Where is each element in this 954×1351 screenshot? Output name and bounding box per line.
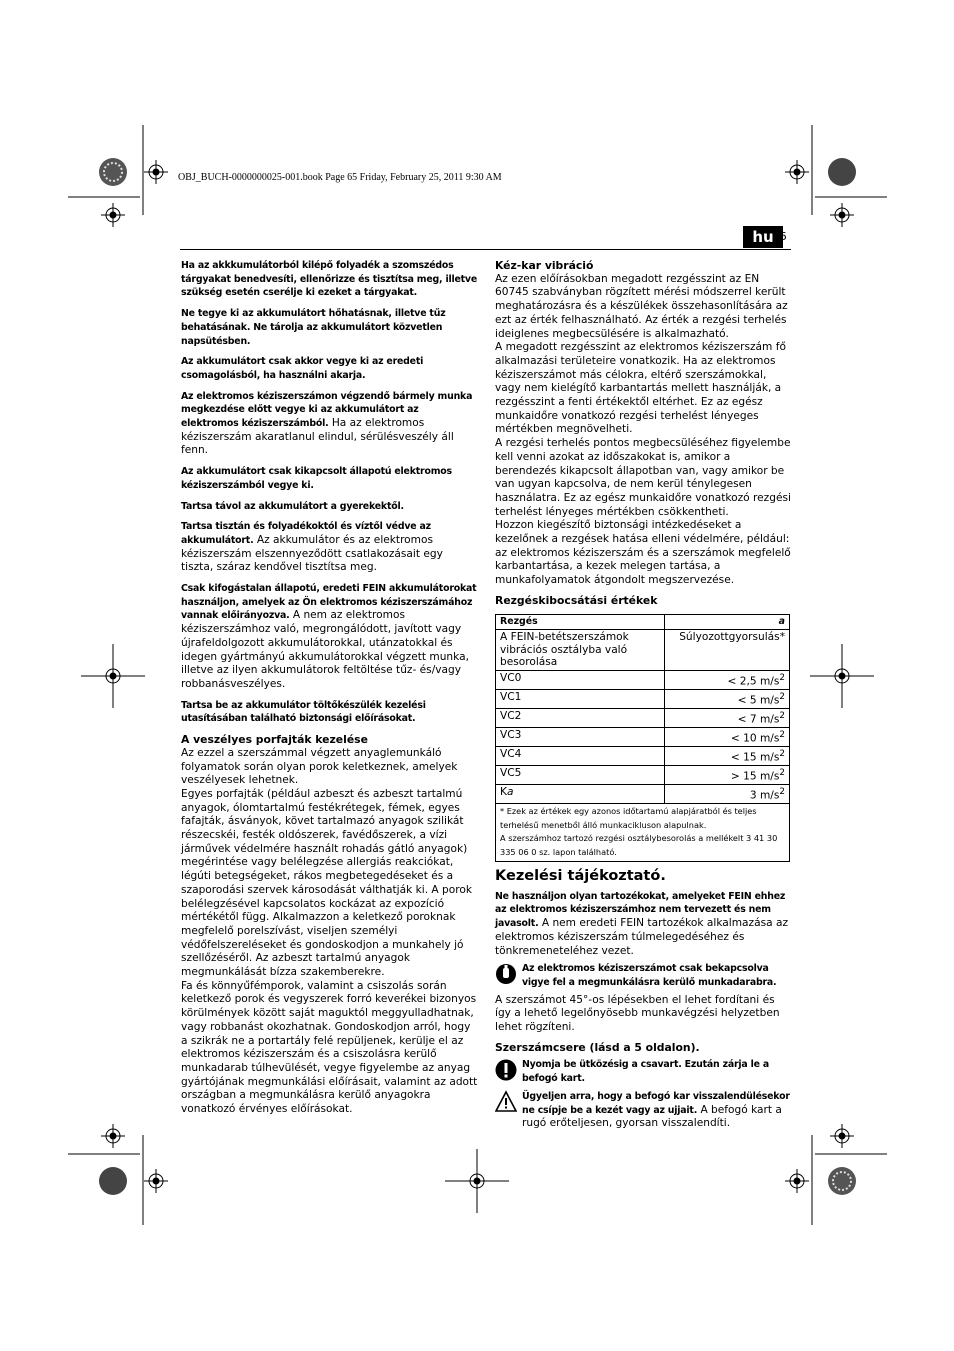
table-sub-right: Súlyozottgyorsulás* (665, 630, 790, 671)
table-row (496, 708, 790, 727)
ka-class-letter: K (500, 785, 507, 798)
battery-clean-rest: Az akkumulátor és az elektromos kéziszerszám elszennyeződött csatlakozásait egy tiszta, száraz kendővel tisztítsa meg. (181, 533, 443, 574)
switch-on-instruction (495, 962, 792, 989)
vc-value-text: > 15 m/s (730, 770, 780, 783)
battery-remove-paragraph (181, 390, 478, 459)
vc-value (665, 765, 790, 784)
vc-class: VC0 (496, 670, 665, 689)
table-row (496, 689, 790, 708)
language-badge: hu (743, 226, 783, 248)
vc-value-exponent: 2 (779, 691, 785, 702)
accessories-rest: A nem eredeti FEIN tartozékok alkalmazása az elektromos kéziszerszám túlmelegedéséhez és tönkremeneteléhez vezet. (495, 917, 789, 957)
dust-paragraph-1: Az ezzel a szerszámmal végzett anyaglemunkáló folyamatok során olyan porok keletkeznek, amelyek veszélyesek lehetnek. (181, 746, 458, 787)
vc-value-text: < 10 m/s (730, 732, 780, 745)
battery-remove-rest: Ha az elektromos kéziszerszám akaratlanul elindul, sérülésveszély áll fenn. (181, 417, 454, 457)
original-battery-paragraph (181, 582, 478, 692)
vc-value (665, 670, 790, 689)
rotate-paragraph: A szerszámot 45°-os lépésekben el lehet fordítani és így a lehető legelőnyösebb munkavégzési helyzetben lehet rögzíteni. (495, 993, 780, 1034)
vibration-paragraph-2: A megadott rezgésszint az elektromos kéziszerszám fő alkalmazási területeire vonatkozik. Ha az elektromos kéziszerszámot más célokra, eltérő szerszámokkal, vagy nem kielégítő karbantartás mellett használják, a rezgésszint a fenti értékektől eltérhet. Ez az egész munkaidőre vonatkozó rezgési terhelést lényeges mértékben megnövelheti. (495, 341, 786, 436)
vc-value (665, 746, 790, 765)
tool-change-heading: Szerszámcsere (lásd a 5 oldalon). (495, 1040, 700, 1054)
original-battery-rest: A nem az elektromos kéziszerszámhoz való, megrongálódott, javított vagy újrafeldolgozott akkumulátorokkal, utánzatokkal és idegen gyártmányú akkumulátorokkal végzett munka, illetve az ilyen akkumulátorok feltöltése tűz- és/vagy robbanásveszélyes. (181, 609, 469, 690)
vc-class: VC2 (496, 708, 665, 727)
table-note-row (496, 803, 790, 861)
battery-clean-paragraph (181, 520, 478, 575)
hand-switch-icon (495, 962, 517, 986)
charger-safety-note: Tartsa be az akkumulátor töltőkészülék kezelési utasításában található biztonsági előírásokat. (181, 699, 426, 725)
table-sub-left: A FEIN-betétszerszámok vibrációs osztályba való besorolása (496, 630, 665, 671)
ka-value-text: 3 m/s (749, 789, 780, 802)
table-row (496, 765, 790, 784)
header-rule (180, 249, 791, 250)
vc-class: VC1 (496, 689, 665, 708)
screw-text: Nyomja be ütközésig a csavart. Ezután zárja le a befogó kart. (522, 1059, 769, 1085)
table-row (496, 784, 790, 803)
usage-heading: Kezelési tájékoztató. (495, 867, 666, 884)
vc-class: VC4 (496, 746, 665, 765)
ka-class (496, 784, 665, 803)
dust-paragraph-3: Fa és könnyűfémporok, valamint a csiszolás során keletkező porok és vegyszerek forró keverékei bizonyos körülmények között saját maguktól meggyulladhatnak, vagy robbanást okozhatnak. Gondoskodjon arról, hogy a szikrák ne a portartály felé repüljenek, kerülje el az elektromos kéziszerszám és a csiszolásra kerülő munkadarab túlhevülését, vegye figyelembe az anyag gyártójának megmunkálási előírásait, valamint az adott országban a megmunkálásra kerülő anyagokra vonatkozó érvényes előírásokat. (181, 979, 478, 1116)
vibration-paragraph-3: A rezgési terhelés pontos megbecsüléséhez figyelembe kell venni azokat az időszakokat is, amikor a berendezés kikapcsolt állapotban van, vagy amikor be van ugyan kapcsolva, de nem kerül ténylegesen használatra. Ez az egész munkaidőre vonatkozó rezgési terhelést lényeges mértékben csökkentheti. (495, 437, 791, 518)
battery-remove-bold: Az elektromos kéziszerszámon végzendő bármely munka megkezdése előtt vegye ki az akkumulátort az elektromos kéziszerszámból. (181, 390, 473, 430)
vc-value (665, 708, 790, 727)
screw-instruction (495, 1058, 792, 1085)
lever-warning-rest: A befogó kart a rugó erőteljesen, gyorsan visszalendíti. (522, 1103, 782, 1130)
battery-packaging-note: Az akkumulátort csak akkor vegye ki az eredeti csomagolásból, ha használni akarja. (181, 356, 424, 381)
vc-value-exponent: 2 (779, 729, 785, 740)
vc-value-text: < 5 m/s (737, 694, 780, 707)
vibration-table (495, 614, 790, 862)
table-sub-row (496, 630, 790, 671)
table-row (496, 727, 790, 746)
vc-value-text: < 2,5 m/s (727, 675, 780, 688)
file-header: OBJ_BUCH-0000000025-001.book Page 65 Friday, February 25, 2011 9:30 AM (178, 172, 502, 183)
ka-value-exponent: 2 (779, 786, 785, 797)
table-note-2: A szerszámhoz tartozó rezgési osztálybesorolás a mellékelt 3 41 30 335 06 0 sz. lapon található. (500, 833, 778, 858)
vc-value-text: < 15 m/s (730, 751, 780, 764)
table-note (496, 803, 790, 861)
table-row (496, 746, 790, 765)
left-column (181, 259, 478, 1117)
vc-value-text: < 7 m/s (737, 713, 780, 726)
vibration-paragraph-4: Hozzon kiegészítő biztonsági intézkedéseket a kezelőnek a rezgések hatása elleni védelmére, például: az elektromos kéziszerszám és a szerszámok megfelelő karbantartása, a kezek melegen tartása, a munkafolyamatok átgondolt megszervezése. (495, 519, 791, 587)
battery-liquid-warning: Ha az akkkumulátorból kilépő folyadék a szomszédos tárgyakat benedvesíti, ellenőrizze és tisztítsa meg, illetve szükség esetén cserélje ki ezeket a tárgyakat. (181, 260, 478, 299)
ka-class-subscript: a (506, 785, 514, 798)
accessories-bold: Ne használjon olyan tartozékokat, amelyeket FEIN ehhez az elektromos kéziszerszámhoz nem tervezett és nem javasolt. (495, 890, 786, 930)
vc-value-exponent: 2 (779, 710, 785, 721)
original-battery-bold: Csak kifogástalan állapotú, eredeti FEIN akkumulátorokat használjon, amelyek az Ön elektromos kéziszerszámához vannak előirányozva. (181, 583, 477, 622)
warning-triangle-icon (495, 1090, 517, 1114)
vc-class: VC3 (496, 727, 665, 746)
dust-heading: A veszélyes porfajták kezelése (181, 733, 368, 747)
vibration-paragraph-1: Az ezen előírásokban megadott rezgésszint az EN 60745 szabványban rögzített mérési módszerrel került meghatározásra és a készülékek összehasonlítására az ezt az érték felhasználható. Az érték a rezgési terhelés ideiglenes megbecsülésére is alkalmazható. (495, 272, 788, 340)
battery-children-note: Tartsa távol az akkumulátort a gyerekektől. (181, 500, 404, 512)
table-note-1: * Ezek az értékek egy azonos időtartamú alapjáratból és teljes terhelésű menetből álló munkacikluson alapulnak. (500, 805, 757, 830)
battery-heat-warning: Ne tegye ki az akkumulátort hőhatásnak, illetve tűz behatásának. Ne tárolja az akkumulátort közvetlen napsütésben. (181, 308, 446, 347)
lever-warning (495, 1090, 792, 1131)
table-row (496, 670, 790, 689)
table-header-row (496, 614, 790, 630)
table-head-left: Rezgés (496, 614, 665, 630)
vc-value (665, 727, 790, 746)
dust-paragraph-2: Egyes porfajták (például azbeszt és azbeszt tartalmú anyagok, ólomtartalmú festékrétegek, fémek, egyes fafajták, ásványok, követ tartalmazó anyagok szilikát részecskéi, festék oldószerek, favédőszerek, a vízi járművek védelmére használt rohadás gátló anyagok) megérintése vagy belélegzése allergiás reakciókat, légúti betegségeket, rákos megbetegedéseket és a szaporodási szervek károsodását válthatják ki. A porok belélegzésével kapcsolatos kockázat az expozíció mértékétől függ. Alkalmazzon a keletkező poroknak megfelelő porelszívást, viseljen személyi védőfelszereléseket és gondoskodjon a munkahely jó szellőzéséről. Az azbeszt tartalmú anyagok megmunkálását bízza szakemberekre. (181, 787, 472, 979)
vc-class: VC5 (496, 765, 665, 784)
emission-heading: Rezgéskibocsátási értékek (495, 593, 658, 607)
vc-value-exponent: 2 (779, 748, 785, 759)
table-head-right (665, 614, 790, 630)
battery-clean-bold: Tartsa tisztán és folyadékoktól és víztől védve az akkumulátort. (181, 521, 431, 546)
ka-value (665, 784, 790, 803)
switch-on-text: Az elektromos kéziszerszámot csak bekapcsolva vigye fel a megmunkálásra kerülő munkadarabra. (522, 963, 777, 988)
lever-warning-bold: Ügyeljen arra, hogy a befogó kar visszalendülésekor ne csípje be a kezét vagy az ujjait. (522, 1090, 790, 1116)
battery-switched-off-note: Az akkumulátort csak kikapcsolt állapotú elektromos kéziszerszámból vegye ki. (181, 466, 452, 491)
vc-value (665, 689, 790, 708)
page-number: 65 (773, 230, 787, 243)
vc-value-exponent: 2 (779, 767, 785, 778)
vibration-heading: Kéz-kar vibráció (495, 259, 594, 272)
table-head-right-symbol: a (778, 615, 785, 627)
exclamation-icon (495, 1058, 517, 1082)
right-column (495, 259, 792, 1135)
accessories-paragraph (495, 890, 792, 959)
vc-value-exponent: 2 (779, 672, 785, 683)
